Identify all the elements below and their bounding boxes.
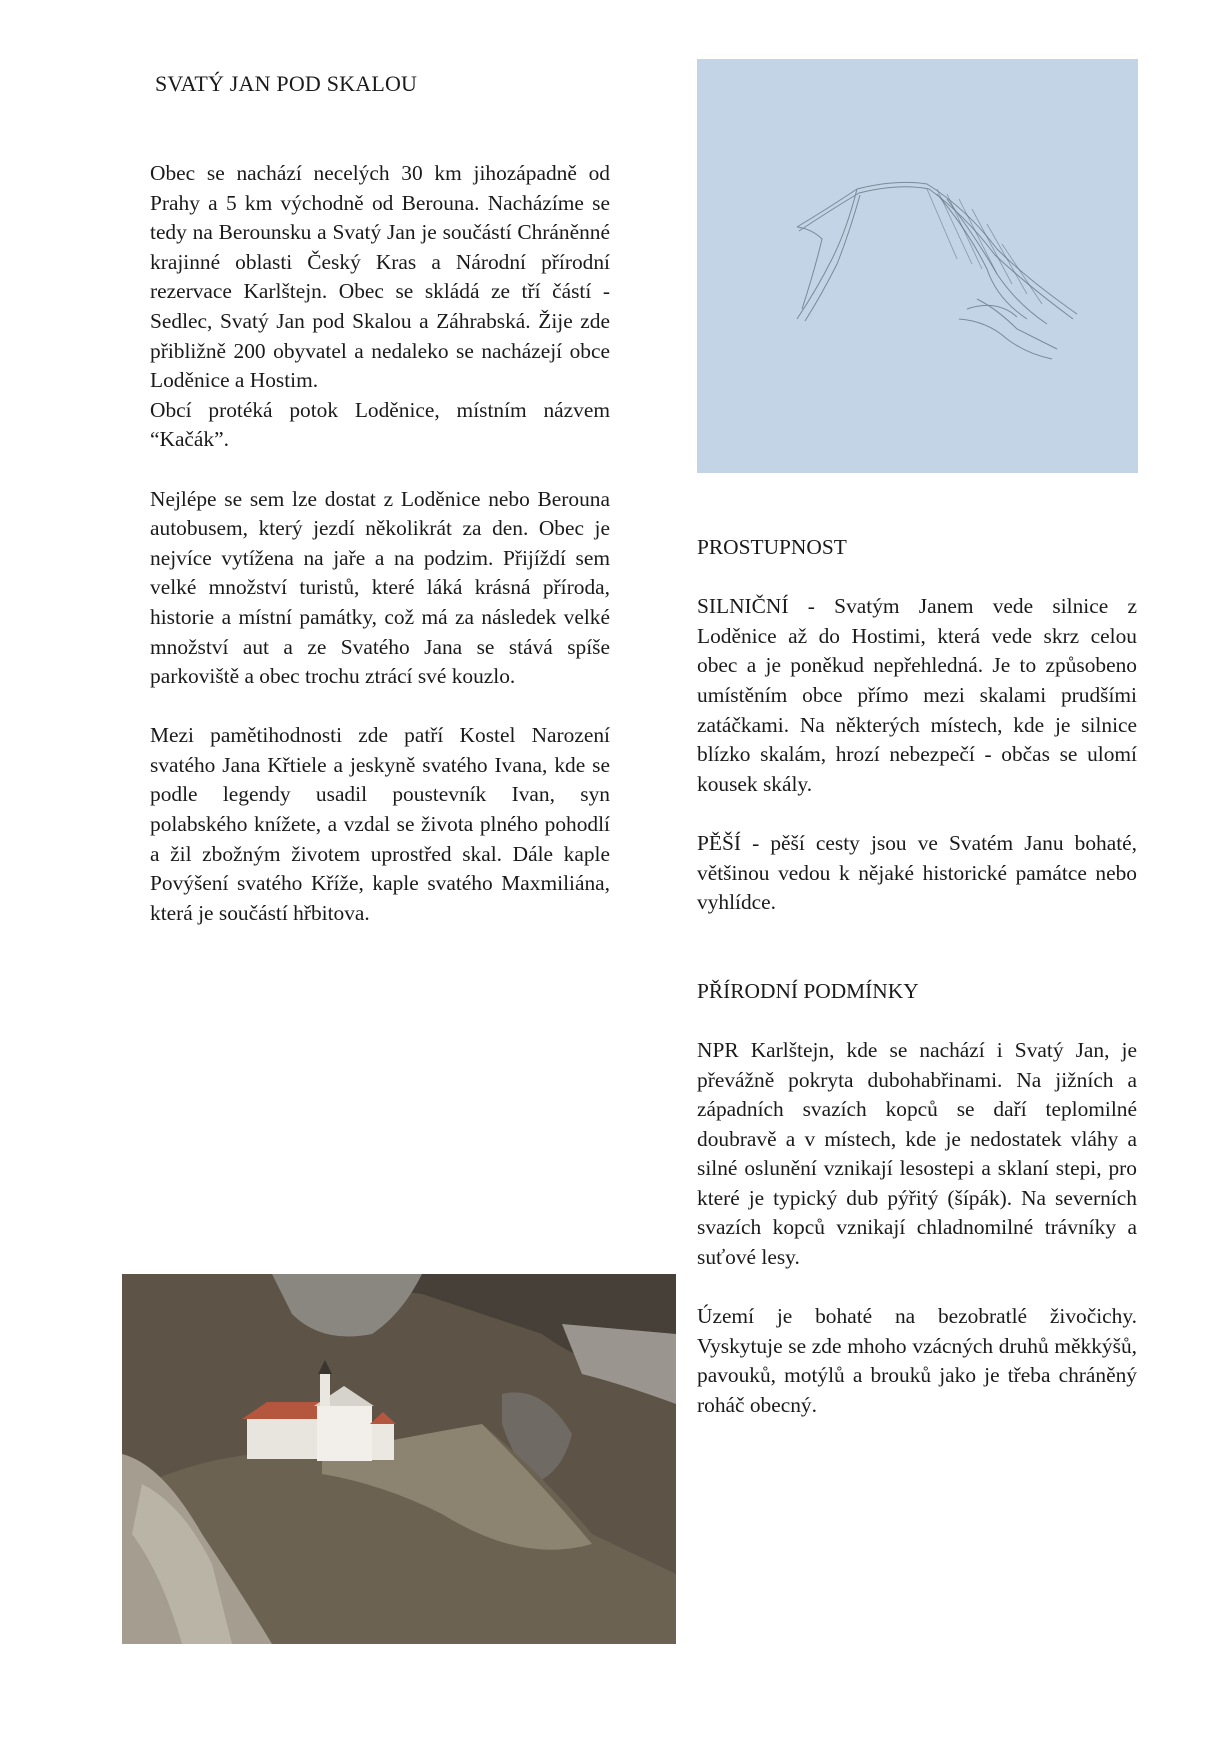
- intro-paragraph: Obec se nachází necelých 30 km jihozápadně od Prahy a 5 km východně od Berouna. Nacházíme se tedy na Berounsku a Svatý Jan je součástí Chráněnné krajinné oblasti Český Kras a Národní přírodní rezervace Karlštejn. Obec se skládá ze tří částí - Sedlec, Svatý Jan pod Skalou a Záhrabská. Žije zde přibližně 200 obyvatel a nedaleko se nacházejí obce Loděnice a Hostim. Obcí protéká potok Loděnice, místním názvem “Kačák”.: [150, 161, 610, 452]
- fauna-paragraph: Území je bohaté na bezobratlé živočichy. Vyskytuje se zde mhoho vzácných druhů měkkýšů, pavouků, motýlů a brouků jako je třeba chráněný roháč obecný.: [697, 1304, 1137, 1418]
- left-column: [150, 159, 610, 928]
- monastery-photo: [122, 1274, 676, 1644]
- rock-sketch-image: [697, 59, 1138, 473]
- section-heading-accessibility: PROSTUPNOST: [697, 535, 847, 559]
- right-column: [697, 533, 1137, 1421]
- road-paragraph: SILNIČNÍ - Svatým Janem vede silnice z Loděnice až do Hostimi, která vede skrz celou obec a je poněkud nepřehledná. Je to způsobeno umístěním obce přímo mezi skalami prudšími zatáčkami. Na některých místech, kde je silnice blízko skalám, hrozí nebezpečí - občas se ulomí kousek skály.: [697, 594, 1137, 796]
- landmarks-paragraph: Mezi pamětihodnosti zde patří Kostel Narození svatého Jana Křtiele a jeskyně svatého Ivana, kde se podle legendy usadil poustevník Ivan, syn polabského knížete, a vzdal se života plného pohodlí a žil zbožným životem uprostřed skal. Dále kaple Povýšení svatého Kříže, kaple svatého Maxmiliána, která je součástí hřbitova.: [150, 723, 610, 925]
- page-title: SVATÝ JAN POD SKALOU: [155, 71, 418, 96]
- foot-paragraph: PĚŠÍ - pěší cesty jsou ve Svatém Janu bohaté, většinou vedou k nějaké historické památce nebo vyhlídce.: [697, 830, 1137, 915]
- section-heading-nature: PŘÍRODNÍ PODMÍNKY: [697, 978, 919, 1003]
- nature-paragraph: NPR Karlštejn, kde se nachází i Svatý Jan, je převážně pokryta dubohabřinami. Na jižních a západních svazích kopců se daří teplomilné doubravě a v místech, kde je nedostatek vláhy a silné oslunění vznikají lesostepi a sklaní stepi, pro které je typický dub pýřitý (šípák). Na severních svazích kopců vznikají chladnomilné trávníky a suťové lesy.: [697, 1037, 1137, 1270]
- access-paragraph: Nejlépe se sem lze dostat z Loděnice nebo Berouna autobusem, který jezdí několikrát za den. Obec je nejvíce vytížena na jaře a na podzim. Přijíždí sem velké množství turistů, které láká krásná příroda, historie a místní památky, což má za následek velké množství aut a ze Svatého Jana se stává spíše parkoviště a obec trochu ztrácí své kouzlo.: [150, 486, 610, 689]
